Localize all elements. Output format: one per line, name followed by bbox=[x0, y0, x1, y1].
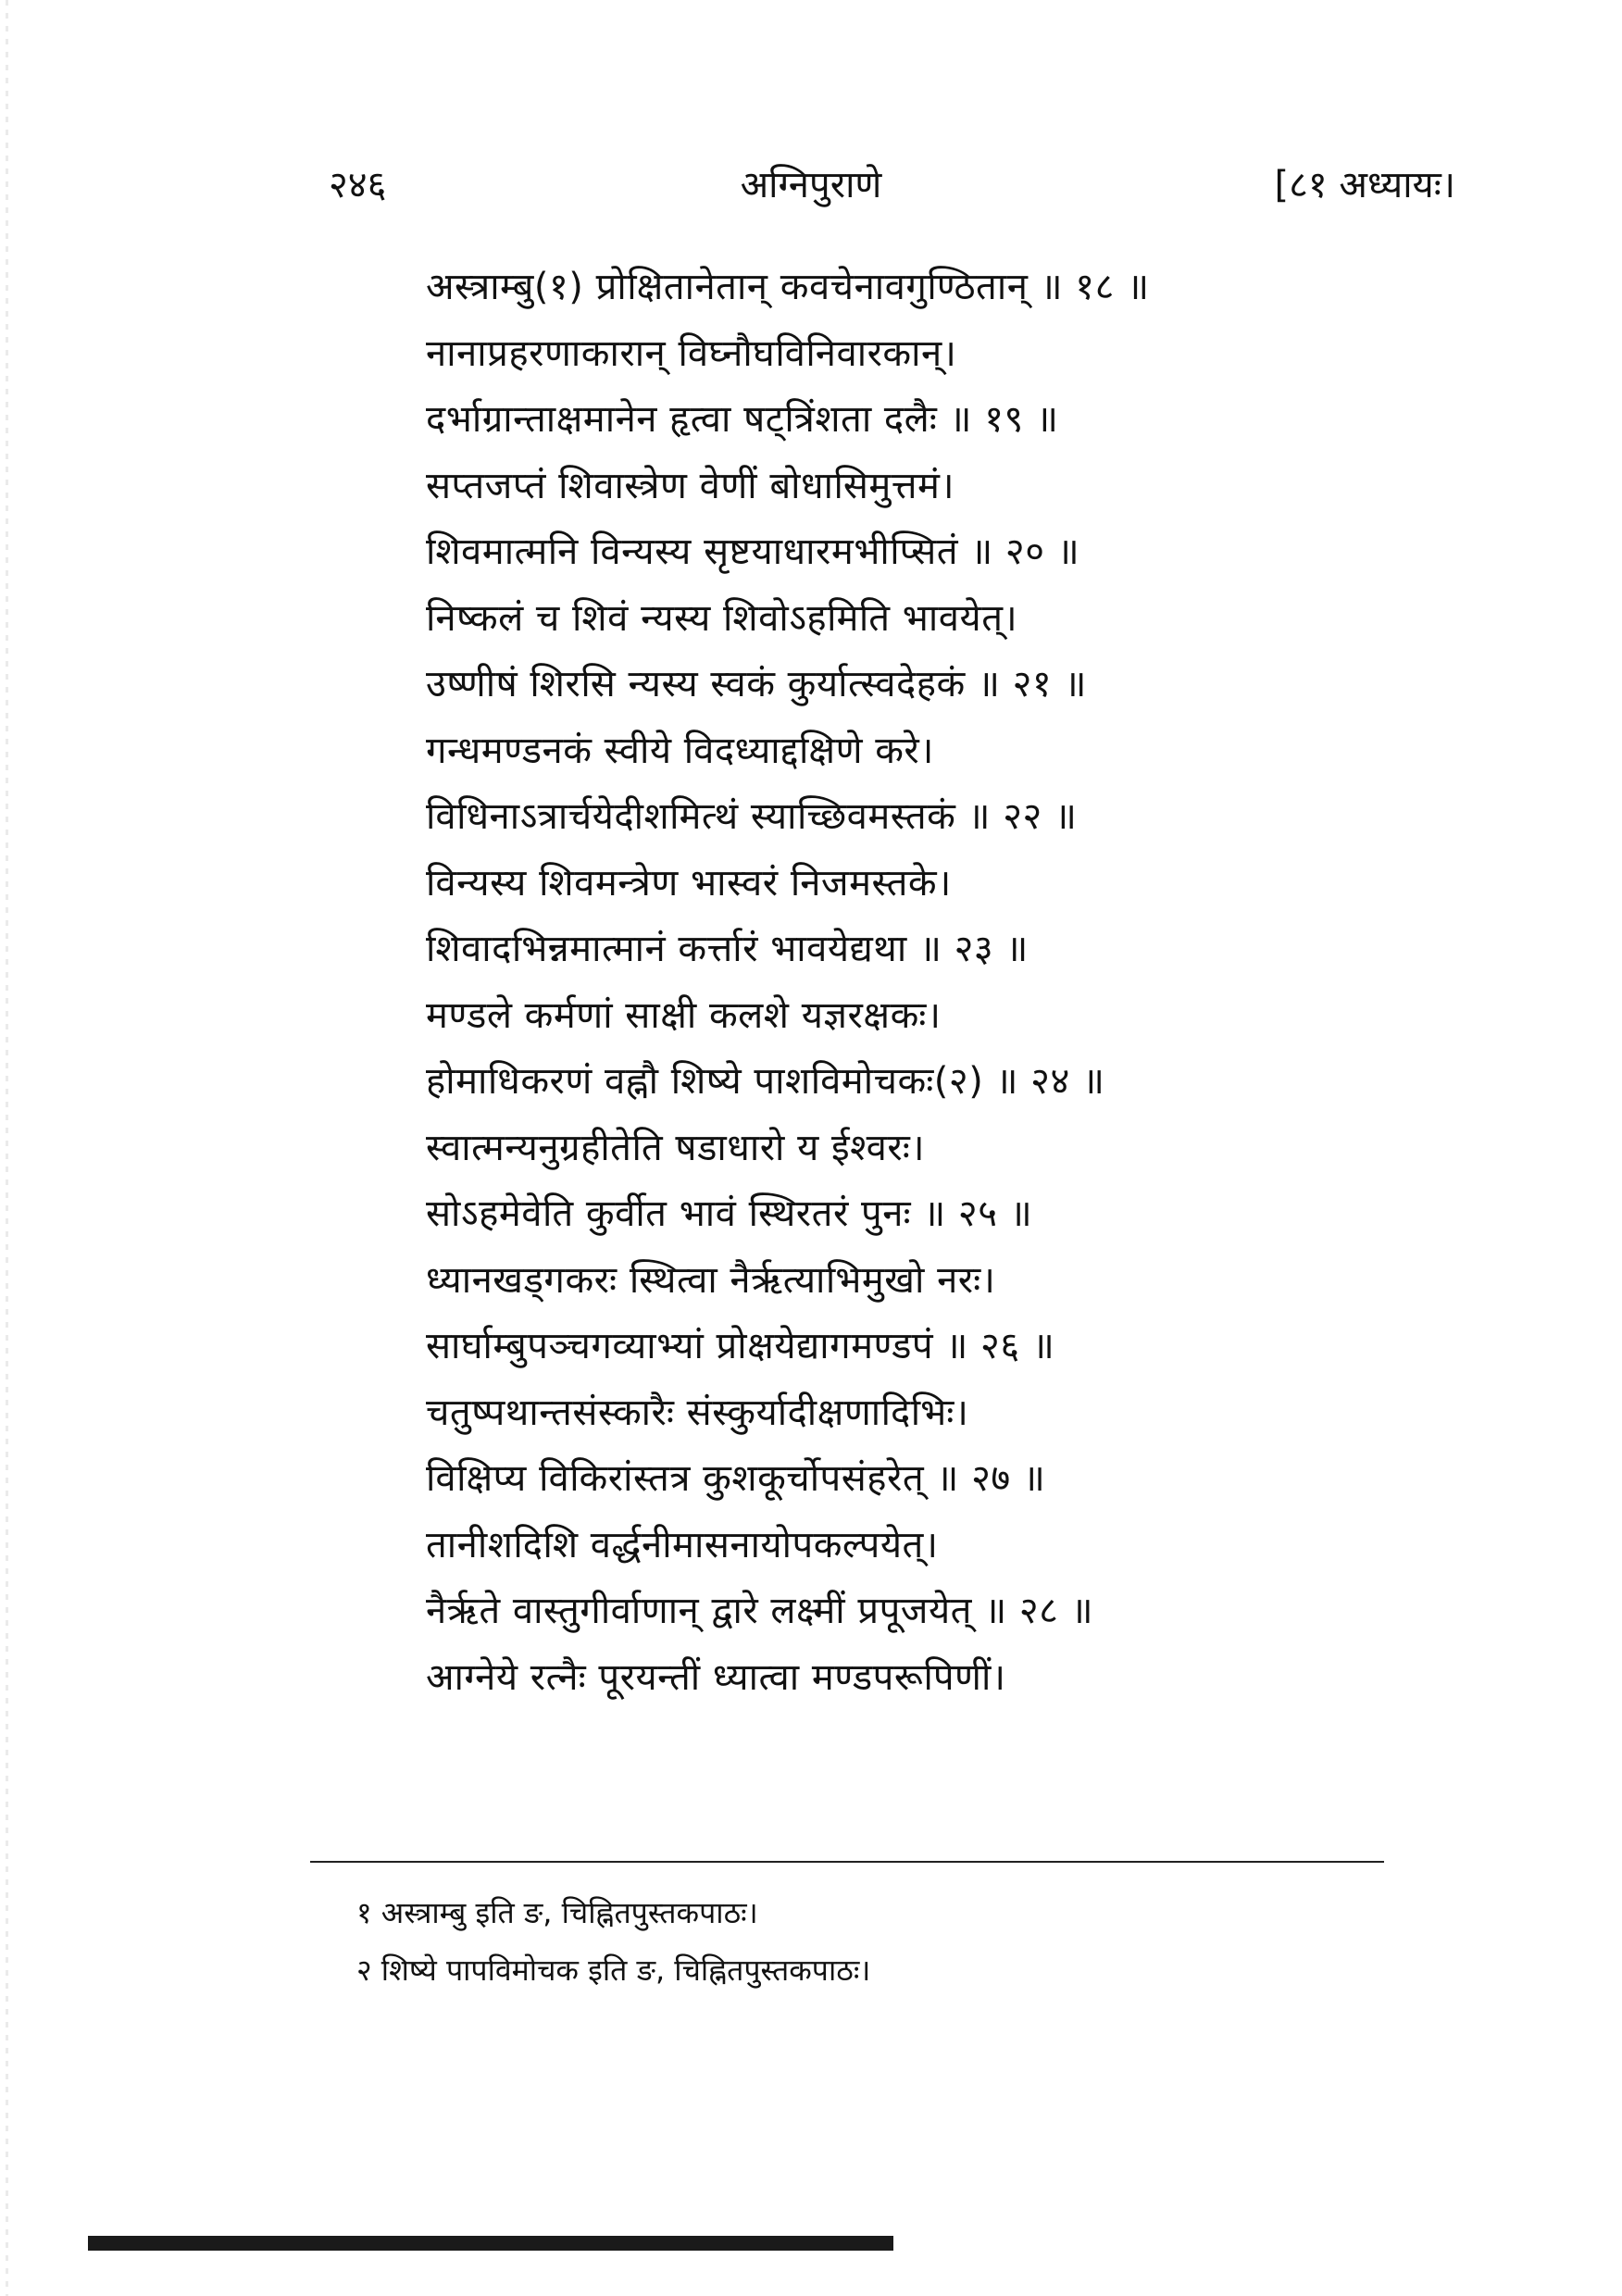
page-number: २४६ bbox=[329, 164, 387, 206]
verse-line: शिवादभिन्नमात्मानं कर्त्तारं भावयेद्यथा ॥ २३ ॥ bbox=[426, 928, 1029, 970]
verse-line: होमाधिकरणं वह्नौ शिष्ये पाशविमोचकः(२) ॥ २४ ॥ bbox=[426, 1060, 1105, 1103]
verse-block bbox=[426, 255, 1444, 1711]
verse-line: आग्नेये रत्नैः पूरयन्तीं ध्यात्वा मण्डपरूपिणीं। bbox=[426, 1655, 1006, 1699]
scan-edge-artifact bbox=[6, 0, 8, 2296]
footnote: २ शिष्ये पापविमोचक इति ङ, चिह्नितपुस्तकपाठः। bbox=[356, 1953, 871, 1988]
verse-line: अस्त्राम्बु(१) प्रोक्षितानेतान् कवचेनावगुण्ठितान् ॥ १८ ॥ bbox=[426, 266, 1150, 308]
verse-line: शिवमात्मनि विन्यस्य सृष्टयाधारमभीप्सितं ॥ २० ॥ bbox=[426, 530, 1080, 573]
verse-line: नानाप्रहरणाकारान् विघ्नौघविनिवारकान्। bbox=[426, 331, 957, 375]
verse-line: नैर्ऋते वास्तुगीर्वाणान् द्वारे लक्ष्मीं प्रपूजयेत् ॥ २८ ॥ bbox=[426, 1590, 1094, 1632]
verse-line: स्वात्मन्यनुग्रहीतेति षडाधारो य ईश्वरः। bbox=[426, 1126, 926, 1169]
verse-line: दर्भाग्रान्ताक्षमानेन हृत्वा षट्त्रिंशता दलैः ॥ १९ ॥ bbox=[426, 398, 1059, 441]
verse-line: चतुष्पथान्तसंस्कारैः संस्कुर्यादीक्षणादिभिः। bbox=[426, 1391, 969, 1434]
verse-line: निष्कलं च शिवं न्यस्य शिवोऽहमिति भावयेत्। bbox=[426, 596, 1018, 640]
chapter-label: [८१ अध्यायः। bbox=[1274, 164, 1455, 206]
verse-line: ध्यानखड्गकरः स्थित्वा नैर्ऋत्याभिमुखो नरः। bbox=[426, 1258, 996, 1302]
footnote: १ अस्त्राम्बु इति ङ, चिह्नितपुस्तकपाठः। bbox=[356, 1895, 758, 1930]
verse-line: विक्षिप्य विकिरांस्तत्र कुशकूर्चोपसंहरेत् ॥ २७ ॥ bbox=[426, 1457, 1046, 1500]
verse-line: गन्धमण्डनकं स्वीये विदध्याद्दक्षिणे करे। bbox=[426, 729, 934, 772]
running-title: अग्निपुराणे bbox=[740, 164, 882, 206]
running-header bbox=[0, 157, 1622, 213]
verse-line: सप्तजप्तं शिवास्त्रेण वेणीं बोधासिमुत्तमं। bbox=[426, 464, 955, 507]
footnote-divider bbox=[310, 1861, 1384, 1863]
verse-line: विन्यस्य शिवमन्त्रेण भास्वरं निजमस्तके। bbox=[426, 861, 952, 905]
verse-line: सोऽहमेवेति कुर्वीत भावं स्थिरतरं पुनः ॥ २५ ॥ bbox=[426, 1192, 1033, 1235]
scan-bar-artifact bbox=[88, 2236, 893, 2251]
verse-line: मण्डले कर्मणां साक्षी कलशे यज्ञरक्षकः। bbox=[426, 993, 942, 1037]
verse-line: विधिनाऽत्रार्चयेदीशमित्थं स्याच्छिवमस्तकं ॥ २२ ॥ bbox=[426, 795, 1078, 838]
footnotes bbox=[356, 1884, 1375, 1999]
verse-line: सार्घाम्बुपञ्चगव्याभ्यां प्रोक्षयेद्यागमण्डपं ॥ २६ ॥ bbox=[426, 1325, 1055, 1367]
verse-line: उष्णीषं शिरसि न्यस्य स्वकं कुर्यात्स्वदेहकं ॥ २१ ॥ bbox=[426, 663, 1087, 705]
verse-line: तानीशदिशि वर्द्धनीमासनायोपकल्पयेत्। bbox=[426, 1523, 939, 1566]
